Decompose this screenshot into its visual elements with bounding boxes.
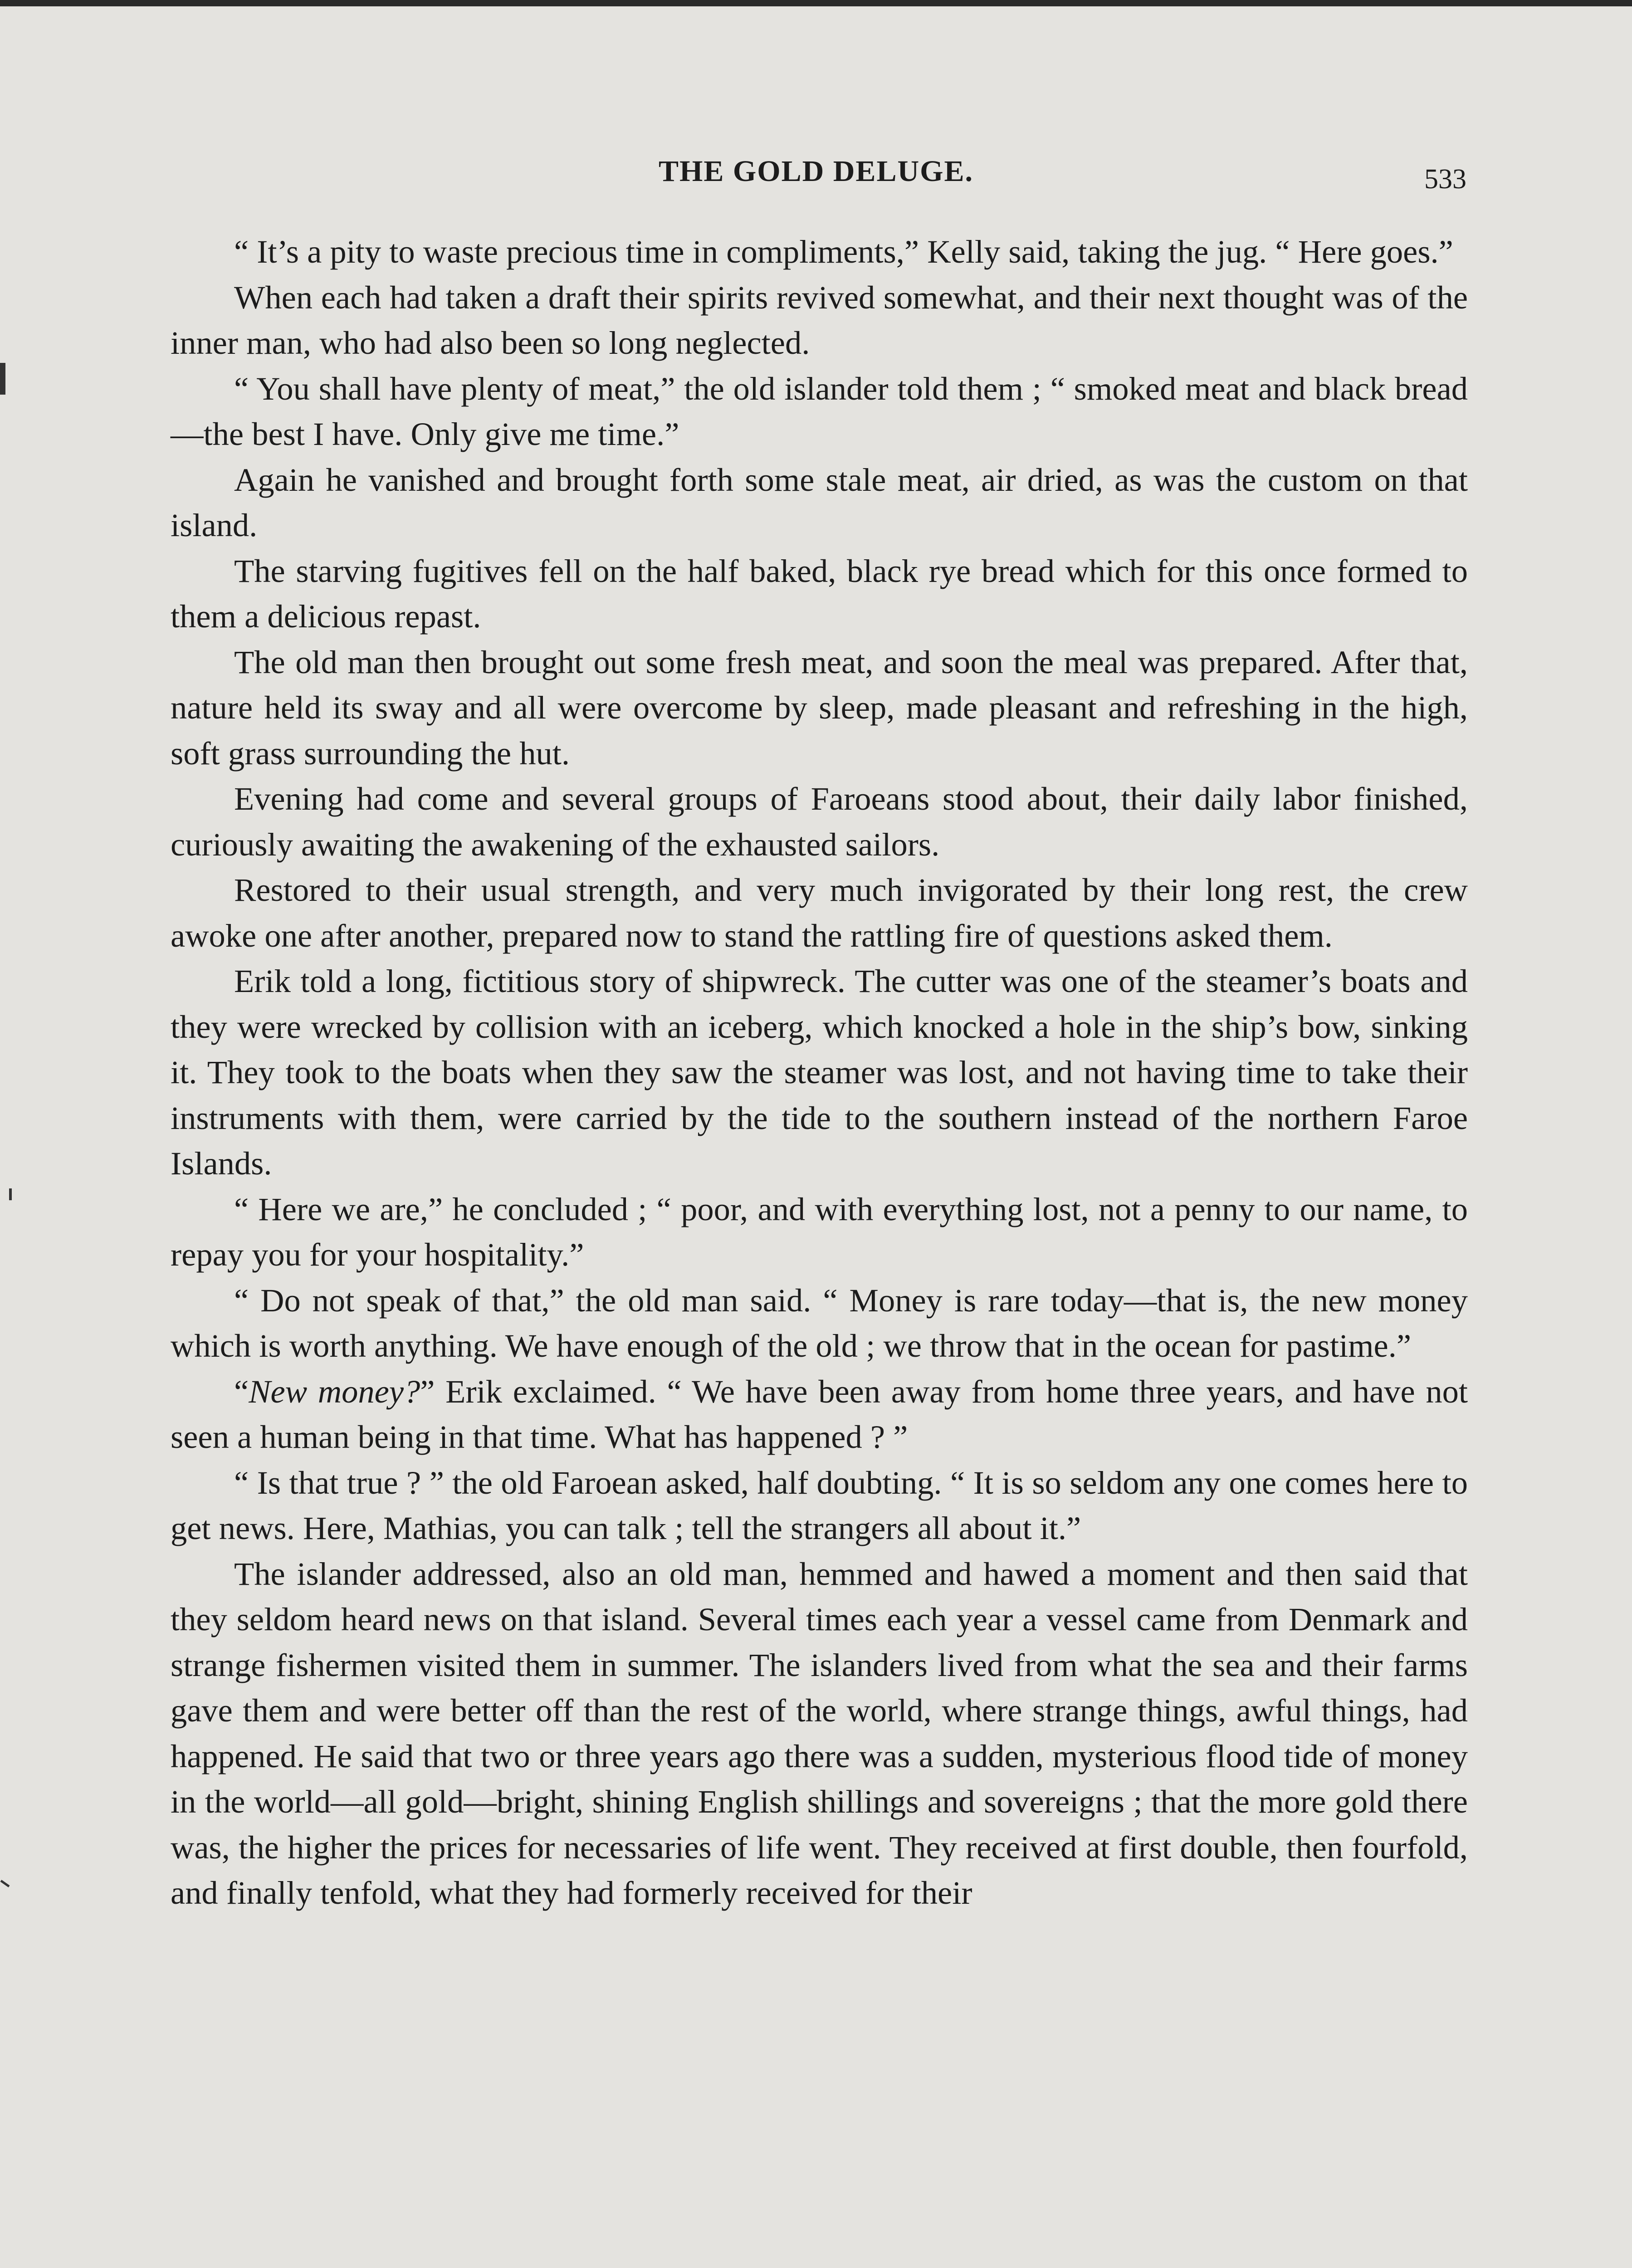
page-top-edge — [0, 0, 1632, 6]
paragraph: Erik told a long, fictitious story of shipwreck. The cutter was one of the steamer’s boats and they were wrecked by collision with an iceberg, which knocked a hole in the ship’s bow, sinking it. They took to the boats when they saw the steamer was lost, and not having time to take their instruments with them, were carried by the tide to the southern instead of the northern Faroe Islands. — [171, 963, 1468, 1182]
page-number: 533 — [1424, 164, 1466, 195]
paragraph: The starving fugitives fell on the half baked, black rye bread which for this once formed to them a delicious repast. — [171, 552, 1468, 635]
paragraph: “ You shall have plenty of meat,” the old islander told them ; “ smoked meat and black bread—the best I have. Only give me time.” — [171, 370, 1468, 452]
margin-mark — [9, 1188, 12, 1200]
paragraph: “ It’s a pity to waste precious time in compliments,” Kelly said, taking the jug. “ Here goes.” — [234, 233, 1453, 270]
margin-mark — [0, 1880, 10, 1887]
body-text — [171, 229, 1468, 1916]
paragraph: “ Is that true ? ” the old Faroean asked, half doubting. “ It is so seldom any one comes here to get news. Here, Mathias, you can talk ; tell the strangers all about it.” — [171, 1464, 1468, 1546]
paragraph: Again he vanished and brought forth some stale meat, air dried, as was the custom on that island. — [171, 461, 1468, 543]
paragraph: Restored to their usual strength, and very much invigorated by their long rest, the crew awoke one after another, prepared now to stand the rattling fire of questions asked them. — [171, 871, 1468, 954]
paragraph: The old man then brought out some fresh meat, and soon the meal was prepared. After that, nature held its sway and all were overcome by sleep, made pleasant and refreshing in the high, soft grass surrounding the hut. — [171, 643, 1468, 772]
paragraph: When each had taken a draft their spirits revived somewhat, and their next thought was of the inner man, who had also been so long neglected. — [171, 279, 1468, 361]
paragraph: “ Here we are,” he concluded ; “ poor, and with everything lost, not a penny to our name, to repay you for your hospitality.” — [171, 1190, 1468, 1273]
open-quote: “ — [234, 1373, 249, 1410]
paragraph-text: ” Erik exclaimed. “ We have been away from home three years, and have not seen a human being in that time. What has happened ? ” — [171, 1373, 1468, 1455]
emphasized-text: New money? — [249, 1373, 420, 1410]
paragraph: The islander addressed, also an old man, hemmed and hawed a moment and then said that they seldom heard news on that island. Several times each year a vessel came from Denmark and strange fishermen visited them in summer. The islanders lived from what the sea and their farms gave them and were better off than the rest of the world, where strange things, awful things, had happened. He said that two or three years ago there was a sudden, mysterious flood tide of money in the world—all gold—bright, shining English shillings and sovereigns ; that the more gold there was, the higher the prices for necessaries of life went. They received at first double, then fourfold, and finally tenfold, what they had formerly received for their — [171, 1555, 1468, 1911]
paragraph: “ Do not speak of that,” the old man said. “ Money is rare today—that is, the new money which is worth anything. We have enough of the old ; we throw that in the ocean for pastime.” — [171, 1281, 1468, 1364]
running-header-title: THE GOLD DELUGE. — [659, 155, 973, 188]
paragraph: Evening had come and several groups of Faroeans stood about, their daily labor finished, curiously awaiting the awakening of the exhausted sailors. — [171, 780, 1468, 863]
margin-mark — [0, 363, 5, 395]
paragraph — [171, 1369, 1468, 1460]
